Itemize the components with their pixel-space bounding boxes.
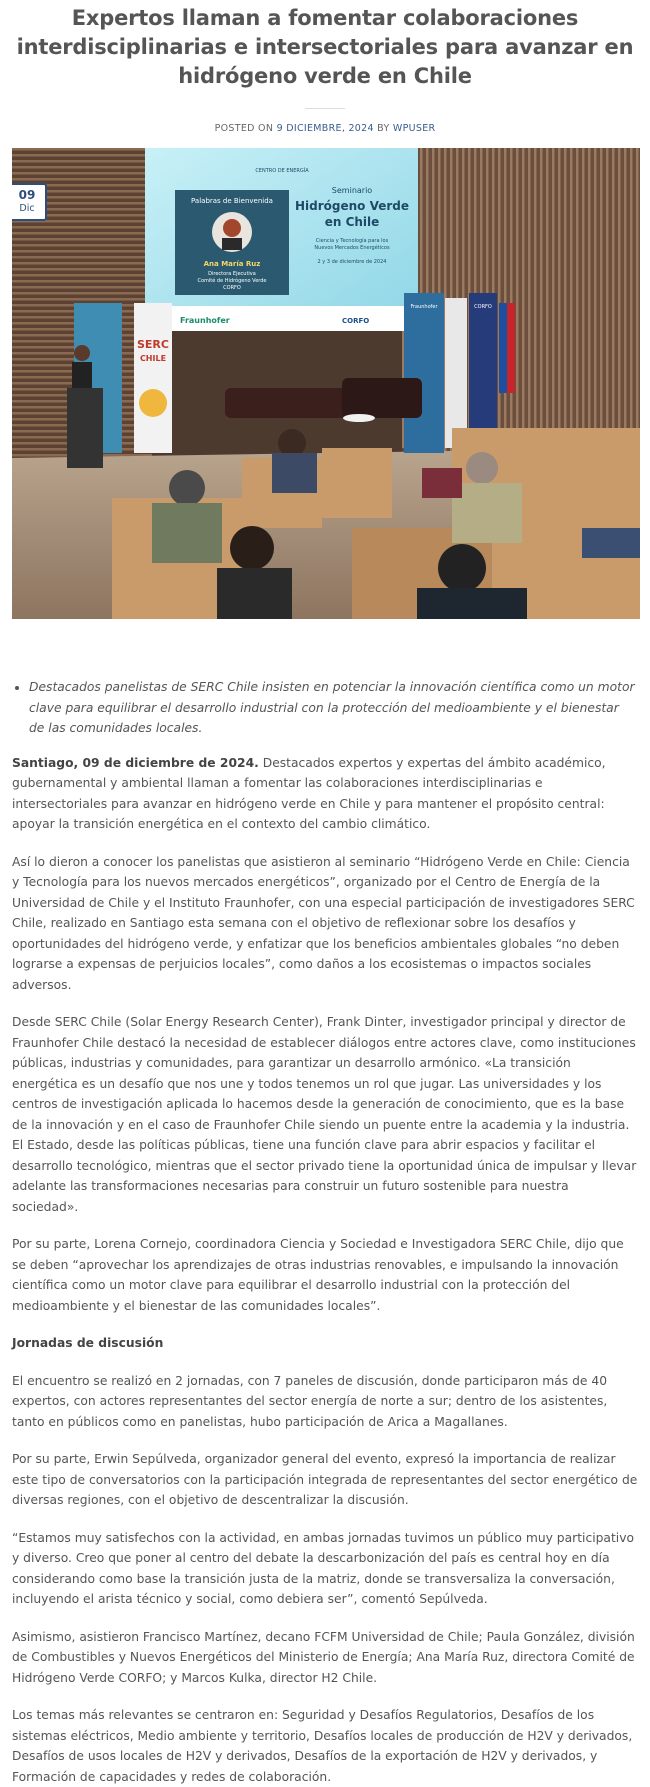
lead-text: Destacados expertos y expertas del ámbito académico, gubernamental y ambiental llaman a fomentar las colaboraciones interdisciplinarias e intersectoriales para avanzar en hidrógeno verde en Chile y para mantener el propósito central: apoyar la transición energética en el contexto del cambio climático. [12,755,606,831]
paragraph-6: Por su parte, Erwin Sepúlveda, organizador general del evento, expresó la importancia de realizar este tipo de conversatorios con la participación integrada de representantes del sector energético de diversas regiones, con el objetivo de descentralizar la discusión. [12,1452,638,1507]
section-heading: Jornadas de discusión [12,1336,164,1350]
paragraph-8: Asimismo, asistieron Francisco Martínez, decano FCFM Universidad de Chile; Paula González, división de Combustibles y Nuevos Energéticos del Ministerio de Energía; Ana María Ruz, directora Comité de Hidrógeno Verde CORFO; y Marcos Kulka, director H2 Chile. [12,1629,635,1685]
svg-text:Seminario: Seminario [331,186,373,195]
svg-text:Fraunhofer: Fraunhofer [410,304,438,310]
posted-on-label: POSTED ON [214,123,274,134]
date-badge-month: Dic [19,203,35,214]
page-title: Expertos llaman a fomentar colaboraciones interdisciplinarias e intersectoriales para avanzar en hidrógeno verde en Chile [16,6,634,88]
paragraph-9: Los temas más relevantes se centraron en: Seguridad y Desafíos Regulatorios, Desafíos de los sistemas eléctricos, Medio ambiente y territorio, Desafíos locales de producción de H2V y derivados, Desafíos de usos locales de H2V y derivados, Desafíos de la exportación de H2V y derivados, y Formación de capacidades y redes de colaboración. [12,1708,633,1784]
paragraph-3: Desde SERC Chile (Solar Energy Research Center), Frank Dinter, investigador principal y director de Fraunhofer Chile destacó la necesidad de establecer diálogos entre actores clave, como instituciones públicas, industrias y comunidades, para garantizar un desarrollo armónico. «La transición energética es un desafío que nos une y todos tenemos un rol que jugar. Las universidades y los centros de investigación aplicada lo hacemos desde la generación de conocimiento, que es la base de la innovación y en el caso de Fraunhofer Chile siendo un puente entre la academia y la industria. El Estado, desde las políticas públicas, tiene una función clave para abrir espacios y facilitar el desarrollo tecnológico, mientras que el sector privado tiene la oportunidad única de impulsar y llevar adelante las transformaciones necesarias para construir un futuro sostenible para nuestra sociedad». [12,1015,637,1214]
svg-text:Palabras de Bienvenida: Palabras de Bienvenida [191,197,273,205]
post-meta [12,123,638,134]
svg-text:CORFO: CORFO [474,304,492,310]
svg-text:Directora Ejecutiva: Directora Ejecutiva [208,271,256,277]
svg-text:CORFO: CORFO [342,317,370,325]
title-divider [305,108,345,109]
summary-bullet: • Destacados panelistas de SERC Chile insisten en potenciar la innovación científica como un motor clave para equilibrar el desarrollo industrial con la protección del medioambiente y el bienestar de las comunidades locales. [29,677,638,739]
by-label: BY [377,123,390,134]
featured-image[interactable] [12,148,640,619]
summary-list [12,677,638,739]
author-link[interactable]: WPUSER [392,123,436,134]
svg-text:CENTRO DE ENERGÍA: CENTRO DE ENERGÍA [255,168,309,174]
paragraph-7: “Estamos muy satisfechos con la actividad, en ambas jornadas tuvimos un público muy participativo y diverso. Creo que poner al centro del debate la descarbonización del país es central hoy en día considerando como base la transición justa de la matriz, donde se transversaliza la conversación, incluyendo el arista técnico y social, como debiera ser”, comentó Sepúlveda. [12,1530,635,1606]
svg-text:Ciencia y Tecnología para los: Ciencia y Tecnología para los [315,238,389,244]
date-badge [12,183,47,221]
svg-text:Hidrógeno Verde: Hidrógeno Verde [294,199,410,213]
paragraph-2: Así lo dieron a conocer los panelistas que asistieron al seminario “Hidrógeno Verde en Chile: Ciencia y Tecnología para los nuevos mercados energéticos”, organizado por el Centro de Energía de la Universidad de Chile y el Instituto Fraunhofer, con una especial participación de investigadores SERC Chile, realizado en Santiago esta semana con el objetivo de reflexionar sobre los desafíos y oportunidades del hidrógeno verde, y enfatizar que los beneficios ambientales globales “no deben lograrse a expensas de perjuicios locales”, como daños a los ecosistemas o impactos sociales adversos. [12,854,635,992]
svg-text:SERC: SERC [137,338,169,351]
svg-text:CORFO: CORFO [223,285,241,291]
lead-dateline: Santiago, 09 de diciembre de 2024. [12,755,259,770]
paragraph-4: Por su parte, Lorena Cornejo, coordinadora Ciencia y Sociedad e Investigadora SERC Chile, dijo que se deben “aprovechar los aprendizajes de otras industrias renovables, e impulsando la innovación científica como un motor clave para equilibrar el desarrollo industrial con la protección del medioambiente y el bienestar de las comunidades locales”. [12,1237,624,1313]
svg-text:2 y 3 de diciembre de 2024: 2 y 3 de diciembre de 2024 [317,259,387,265]
lead-paragraph [12,753,638,835]
seminar-photo [12,148,640,619]
article-body [12,677,638,1787]
svg-text:Ana María Ruz: Ana María Ruz [203,260,261,268]
post-date-link[interactable]: 9 DICIEMBRE, 2024 [276,123,374,134]
svg-text:CHILE: CHILE [139,354,167,363]
date-badge-day: 09 [18,188,36,202]
svg-text:Nuevos Mercados Energéticos: Nuevos Mercados Energéticos [314,245,390,251]
svg-text:en Chile: en Chile [324,215,380,229]
svg-text:Comité de Hidrógeno Verde: Comité de Hidrógeno Verde [197,278,267,284]
paragraph-5: El encuentro se realizó en 2 jornadas, con 7 paneles de discusión, donde participaron más de 40 expertos, con actores representantes del sector energía de norte a sur; dentro de los asistentes, tanto en públicos como en panelistas, hubo participación de Arica a Magallanes. [12,1373,608,1429]
projection-screen [145,148,418,331]
svg-text:Fraunhofer: Fraunhofer [180,316,230,325]
